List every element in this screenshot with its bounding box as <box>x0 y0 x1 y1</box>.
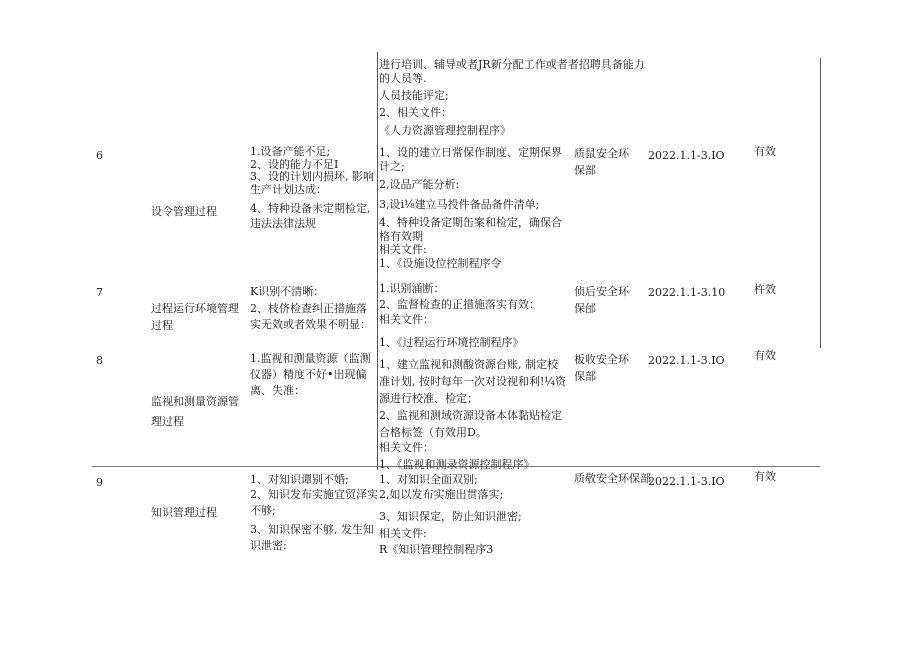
department-line: 质鼠安全环 <box>574 147 629 160</box>
date-range: 2022.1.1-3.IO <box>648 149 725 162</box>
risk-line: 1、对知识谭别不婚; <box>250 473 349 486</box>
continuation-line: 人员技能评定; <box>379 89 449 102</box>
risk-line: 生产计划达成： <box>250 182 327 196</box>
row-number: 6 <box>96 149 103 162</box>
department-cell <box>574 146 629 178</box>
continuation-line: 2、相关文件： <box>379 106 452 119</box>
risk-line: 识泄密: <box>250 539 287 552</box>
risk-cell <box>250 351 371 398</box>
process-name-line: 设令管理过程 <box>151 205 217 218</box>
previous-row-continuation <box>379 58 645 138</box>
department-line: 保邰 <box>574 302 596 315</box>
continuation-line: 进行培训、辅导或者JR新分配工作或者者招聘具备能力 <box>379 58 645 71</box>
department-cell <box>574 284 629 316</box>
measure-line: 1、《过程运行环境控制程序》 <box>379 335 524 349</box>
measure-line: 相关文件: <box>379 526 427 540</box>
measure-line: 4、特种设备定期缶案和检定，确保合 <box>379 216 562 229</box>
process-name-line: 过程运行环境管理 <box>151 302 239 315</box>
process-name <box>151 392 239 432</box>
measure-line: 相关文件: <box>379 243 427 256</box>
date-range: 2022.1.1-3.10 <box>648 286 726 299</box>
risk-line: 2、设的能力不足I <box>250 157 339 171</box>
process-name <box>151 300 239 334</box>
status-text: 有效 <box>754 349 776 362</box>
process-name-line: 理过程 <box>151 415 184 428</box>
risk-line: 仪器）精度不好•出现偏 <box>250 368 367 381</box>
risk-line: 4、特种设备未定期检定, <box>250 202 371 215</box>
department-line: 保部 <box>574 370 596 383</box>
measure-line: 3,设i⅛建立马投件备品备件清单; <box>379 197 540 211</box>
right-border-rule <box>820 58 821 348</box>
measure-line: 合格标签（有效用D。 <box>379 426 487 439</box>
row-number: 8 <box>96 354 103 367</box>
status-text: 有效 <box>754 470 776 483</box>
measure-line: 格有效期 <box>379 229 423 243</box>
measure-line: 相关文件： <box>379 313 434 326</box>
measure-line: 2,设品产能分析: <box>379 178 460 191</box>
process-name <box>151 205 217 219</box>
department-line: 质敬安全环保部 <box>574 472 651 485</box>
column-rule-risk-measure <box>377 52 378 470</box>
risk-line: K识别不清晰： <box>250 285 325 298</box>
risk-line: 2、枝侪检查纠正措施落 <box>250 301 367 315</box>
continuation-line: 《人力资源管理控制程序》 <box>379 124 511 137</box>
measure-line: 1、设的建立日常保作制度、定期保界 <box>379 146 562 159</box>
measure-line: 源进行校准、检定； <box>379 392 478 405</box>
measure-line: 2,如以发布实施出贯落实; <box>379 487 504 501</box>
measure-cell <box>379 282 540 349</box>
risk-line: 1.设备产能不足; <box>250 145 331 158</box>
risk-line: 2、知识发布实施宜贸泽实 <box>250 487 378 501</box>
department-cell <box>574 352 629 384</box>
row-number: 7 <box>96 286 103 299</box>
risk-line: 1.监视和测量资源（监测 <box>250 352 371 365</box>
process-name-line: 知识管理过程 <box>151 506 217 519</box>
status-text: 有效 <box>754 145 776 158</box>
risk-line: 实无效或者效果不明显： <box>250 318 371 331</box>
measure-line: 相关文件： <box>379 441 434 454</box>
measure-cell <box>379 357 566 472</box>
risk-line: 3、设的计划内损坏, 影响 <box>250 170 374 183</box>
department-line: 保部 <box>574 164 596 177</box>
measure-line: R《知识管理控制程序3 <box>379 543 494 556</box>
measure-line: 计之; <box>379 159 405 173</box>
risk-cell <box>250 146 374 230</box>
risk-line: 离、失准： <box>250 384 305 397</box>
measure-cell <box>379 473 522 558</box>
status-text: 杵效 <box>754 283 776 296</box>
measure-line: 准计划, 按时每年一次对设视和利!¼资 <box>379 375 567 388</box>
department-cell <box>574 472 651 486</box>
row-number: 9 <box>96 476 103 489</box>
process-name-line: 监视和测量资源管 <box>151 395 239 408</box>
measure-line: 1.识别涌断： <box>379 282 445 295</box>
process-name <box>151 506 217 520</box>
date-range: 2022.1.1-3.IO <box>648 475 725 488</box>
measure-cell <box>379 146 562 270</box>
risk-line: 3、知识保密不够, 发生知 <box>250 522 374 536</box>
measure-line: 3、知识保定，防止知识泄密; <box>379 510 522 523</box>
continuation-line: 的人员等. <box>379 72 427 85</box>
department-line: 板收安全环 <box>574 353 629 366</box>
measure-line: 1、建立监视和测酸资源台账, 制定校 <box>379 358 558 371</box>
process-name-line: 过程 <box>151 319 173 332</box>
measure-line: 2、监督检查的正措施落实有效： <box>379 297 540 311</box>
measure-line: 1、《设施设位控制程序令 <box>379 256 502 270</box>
date-range: 2022.1.1-3.IO <box>648 354 725 367</box>
risk-line: 不够; <box>250 504 276 517</box>
risk-cell <box>250 473 378 554</box>
risk-line: 违法法律法规 <box>250 216 316 230</box>
measure-line: 1、《监视和测录资源控制程序》 <box>379 458 535 471</box>
measure-line: 1、对知识全面双别; <box>379 473 478 486</box>
risk-cell <box>250 285 371 333</box>
measure-line: 2、监视和测域资源设备本体黏贴检定 <box>379 409 562 422</box>
department-line: 侦后安全环 <box>574 285 629 298</box>
